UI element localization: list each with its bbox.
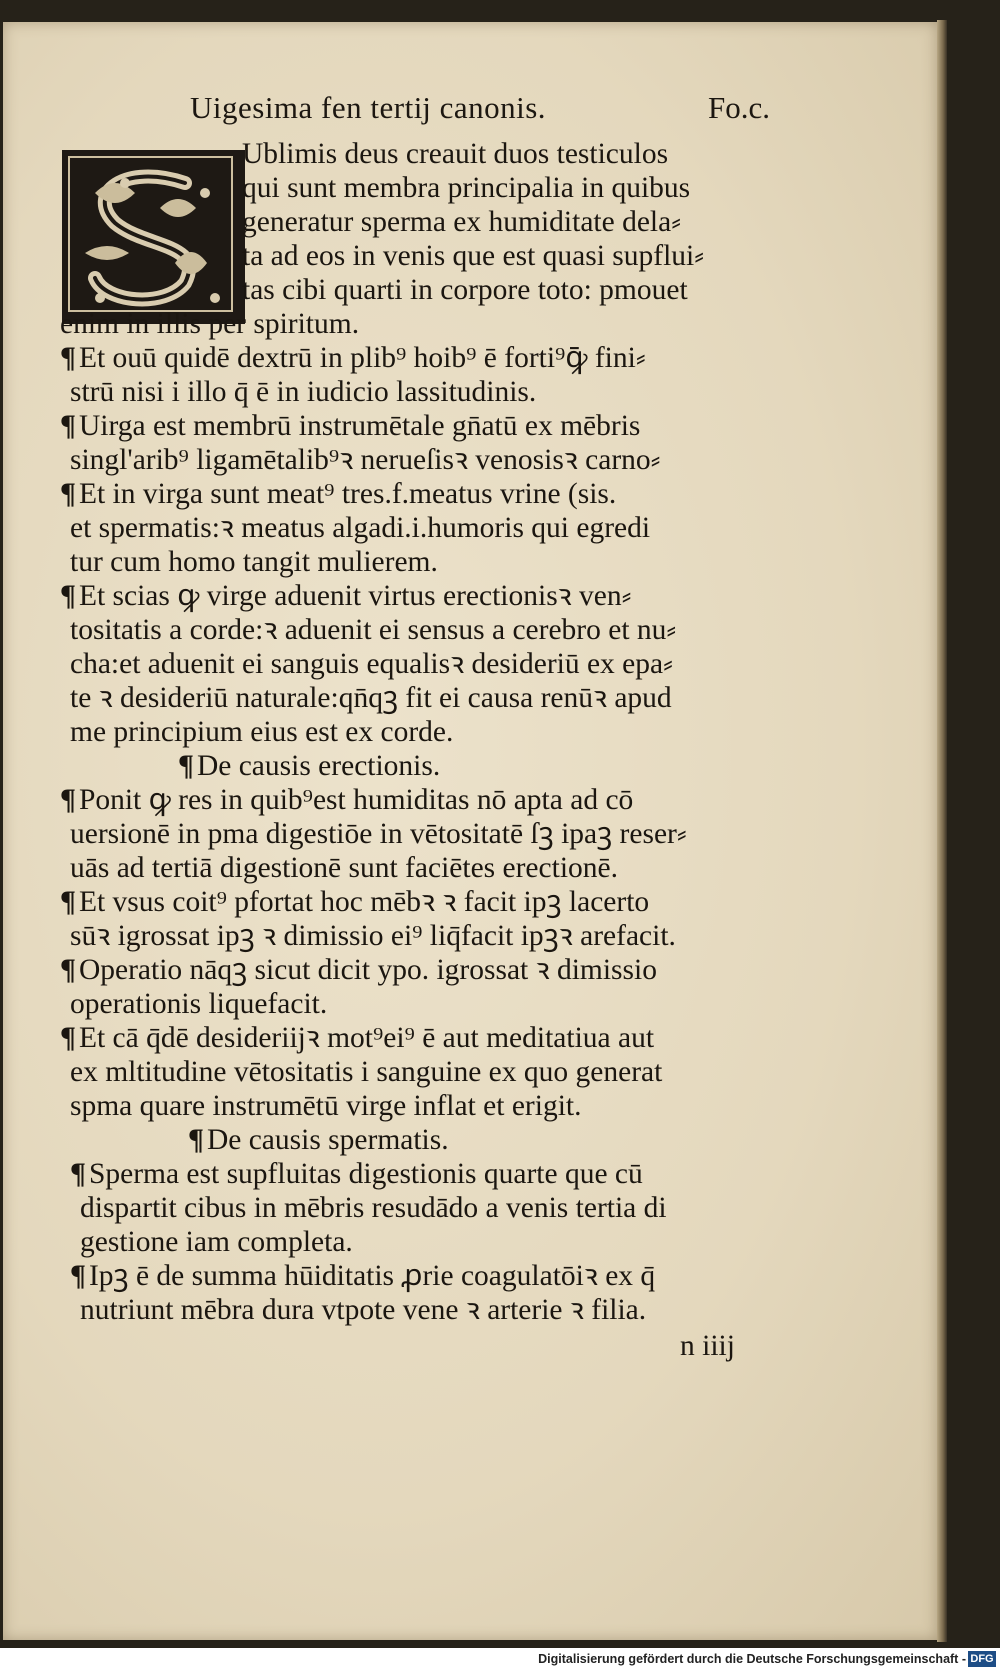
text-line: uās ad tertiā digestionē sunt faciētes erectionē.	[70, 852, 618, 884]
text-line: ex mltitudine vētositatis i sanguine ex quo generat	[70, 1056, 663, 1088]
text-line: nutriunt mēbra dura vtpote vene ꝛ arterie ꝛ filia.	[80, 1294, 647, 1326]
paragraph-line	[60, 410, 640, 444]
section-heading	[178, 750, 440, 784]
text-line: tas cibi quarti in corpore toto: pmouet	[242, 274, 688, 306]
paragraph-line	[60, 342, 646, 376]
text-line: strū nisi i illo q̄ ē in iudicio lassitudinis.	[70, 376, 537, 408]
text-line: generatur sperma ex humiditate dela⸗	[242, 206, 682, 238]
text-line: Uirga est membrū instrumētale gn̄atū ex mēbris	[78, 410, 641, 442]
paragraph-line	[60, 1022, 654, 1056]
text-line: Et in virga sunt meat⁹ tres.f.meatus vrine (sis.	[78, 478, 617, 510]
text-line: tositatis a corde:ꝛ aduenit ei sensus a cerebro et nu⸗	[70, 614, 677, 646]
pilcrow-icon: ¶	[60, 954, 76, 986]
paragraph-line	[60, 580, 631, 614]
text-line: Ponit ꝙ res in quib⁹est humiditas nō apta ad cō	[78, 784, 634, 816]
text-line: me principium eius est ex corde.	[70, 716, 454, 748]
text-line: et spermatis:ꝛ meatus algadi.i.humoris qui egredi	[70, 512, 651, 544]
paragraph-line	[60, 886, 649, 920]
text-line: qui sunt membra principalia in quibus	[242, 172, 691, 204]
running-header	[190, 90, 770, 138]
pilcrow-icon: ¶	[60, 1022, 76, 1054]
text-line: singl'arib⁹ ligamētalib⁹ꝛ nerueſisꝛ venosisꝛ carno⸗	[70, 444, 661, 476]
text-line: te ꝛ desideriū naturale:qn̄qꝫ fit ei causa renūꝛ apud	[70, 682, 672, 714]
text-line: Et scias ꝙ virge aduenit virtus erectionisꝛ ven⸗	[78, 580, 632, 612]
pilcrow-icon: ¶	[60, 478, 76, 510]
text-line: gestione iam completa.	[80, 1226, 353, 1258]
text-line: Et cā q̄dē desideriĳꝛ mot⁹ei⁹ ē aut meditatiua aut	[78, 1022, 655, 1054]
paragraph-line	[60, 954, 657, 988]
text-line: uersionē in pma digestiōe in vētositatē ſꝫ ipaꝫ reser⸗	[70, 818, 687, 850]
heading-text: De causis spermatis.	[206, 1124, 449, 1156]
pilcrow-icon: ¶	[60, 410, 76, 442]
text-line: Et ouū quidē dextrū in plib⁹ hoib⁹ ē forti⁹ꝙ̄ fini⸗	[78, 342, 646, 374]
text-line: spma quare instrumētū virge inflat et erigit.	[70, 1090, 582, 1122]
funding-credit: Digitalisierung gefördert durch die Deutsche Forschungsgemeinschaft -	[538, 1652, 966, 1666]
text-line: dispartit cibus in mēbris resudādo a venis tertia di	[80, 1192, 667, 1224]
pilcrow-icon: ¶	[70, 1158, 86, 1190]
decorated-initial-icon	[62, 150, 245, 324]
text-line: operationis liquefacit.	[70, 988, 328, 1020]
pilcrow-icon: ¶	[70, 1260, 86, 1292]
text-line: Ublimis deus creauit duos testiculos	[242, 138, 669, 170]
text-line: Ipꝫ ē de summa hūiditatis ꝓrie coagulatōiꝛ ex q̄	[88, 1260, 656, 1292]
signature-mark: n iiij	[680, 1330, 735, 1362]
text-line: Sperma est supfluitas digestionis quarte que cū	[88, 1158, 643, 1190]
paragraph-line	[60, 478, 616, 512]
page-edge	[937, 20, 947, 1642]
pilcrow-icon: ¶	[60, 342, 76, 374]
pilcrow-icon: ¶	[60, 580, 76, 612]
text-line: sūꝛ igrossat ipꝫ ꝛ dimissio ei⁹ liq̄facit ipꝫꝛ arefacit.	[70, 920, 676, 952]
folio-number: Fo.c.	[708, 90, 770, 125]
pilcrow-icon: ¶	[60, 886, 76, 918]
dfg-logo[interactable]: DFG	[968, 1651, 996, 1667]
text-line: enim in illis per spiritum.	[60, 308, 360, 340]
heading-text: De causis erectionis.	[196, 750, 441, 782]
paragraph-line	[70, 1260, 655, 1294]
pilcrow-icon: ¶	[60, 784, 76, 816]
paragraph-line	[60, 784, 633, 818]
text-line: ta ad eos in venis que est quasi supflui⸗	[242, 240, 705, 272]
text-line: cha:et aduenit ei sanguis equalisꝛ desideriū ex epa⸗	[70, 648, 673, 680]
text-line: tur cum homo tangit mulierem.	[70, 546, 438, 578]
section-heading	[188, 1124, 449, 1158]
footer-bar	[0, 1648, 1000, 1672]
pilcrow-icon: ¶	[188, 1124, 204, 1156]
text-line: Et vsus coit⁹ pfortat hoc mēbꝛ ꝛ facit ipꝫ lacerto	[78, 886, 650, 918]
text-line: Operatio nāqꝫ sicut dicit ypo. igrossat ꝛ dimissio	[78, 954, 657, 986]
running-title: Uigesima fen tertĳ canonis.	[190, 90, 547, 125]
pilcrow-icon: ¶	[178, 750, 194, 782]
paragraph-line	[70, 1158, 643, 1192]
